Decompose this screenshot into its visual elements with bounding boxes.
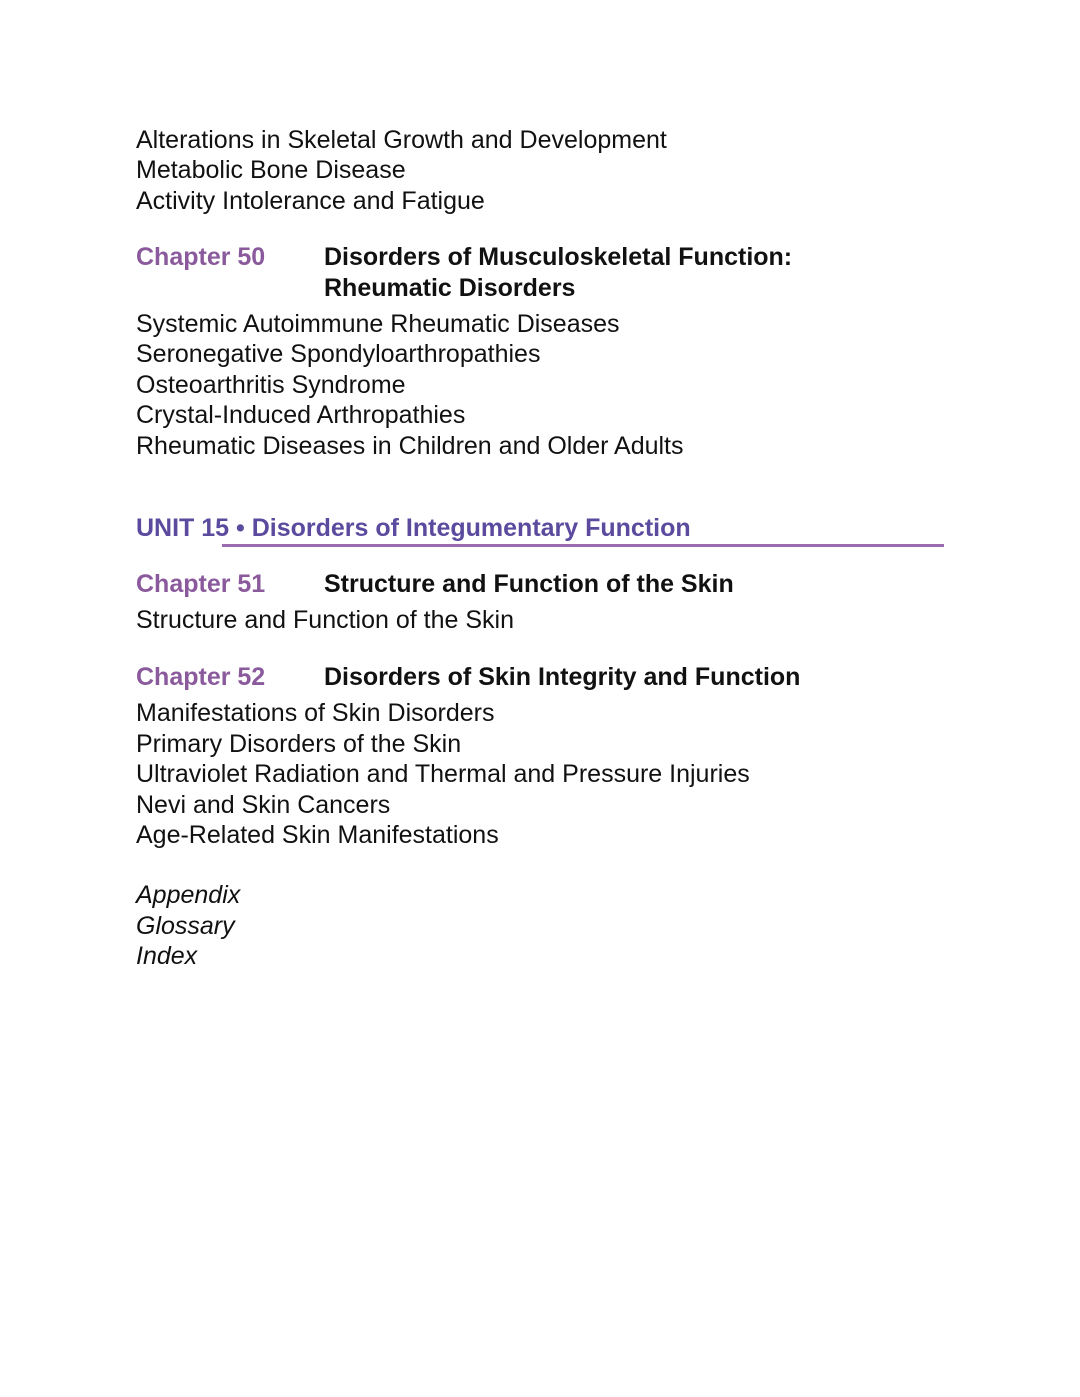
toc-entry[interactable]: Manifestations of Skin Disorders	[136, 699, 495, 728]
chapter-52-heading	[136, 662, 946, 692]
index-link[interactable]: Index	[136, 942, 198, 971]
chapter-51-topic-list	[136, 605, 946, 635]
toc-entry[interactable]: Activity Intolerance and Fatigue	[136, 186, 485, 215]
unit-15-heading	[136, 513, 946, 549]
toc-entry[interactable]: Ultraviolet Radiation and Thermal and Pressure Injuries	[136, 760, 750, 789]
toc-entry[interactable]: Seronegative Spondyloarthropathies	[136, 340, 541, 369]
chapter-title-line: Disorders of Musculoskeletal Function:	[324, 243, 793, 272]
toc-entry[interactable]: Osteoarthritis Syndrome	[136, 370, 406, 399]
table-of-contents	[136, 125, 946, 972]
toc-entry[interactable]: Systemic Autoimmune Rheumatic Diseases	[136, 310, 620, 339]
chapter-title[interactable]: Structure and Function of the Skin	[324, 570, 734, 599]
chapter-title[interactable]: Disorders of Skin Integrity and Function	[324, 662, 801, 691]
chapter-number: Chapter 52	[136, 662, 266, 691]
chapter-51-heading	[136, 569, 946, 599]
chapter-50-heading	[136, 242, 946, 303]
chapter-50-topic-list	[136, 309, 946, 461]
toc-entry[interactable]: Crystal-Induced Arthropathies	[136, 401, 466, 430]
toc-entry[interactable]: Age-Related Skin Manifestations	[136, 820, 499, 849]
toc-entry[interactable]: Rheumatic Diseases in Children and Older Adults	[136, 431, 684, 460]
back-matter-list	[136, 880, 946, 971]
chapter-title-line: Rheumatic Disorders	[324, 273, 576, 302]
toc-entry[interactable]: Primary Disorders of the Skin	[136, 729, 462, 758]
unit-underline-divider	[222, 544, 944, 547]
appendix-link[interactable]: Appendix	[136, 881, 241, 910]
unit-title[interactable]: UNIT 15 • Disorders of Integumentary Function	[136, 514, 691, 543]
intro-topic-list	[136, 125, 946, 216]
chapter-number: Chapter 51	[136, 570, 266, 599]
chapter-title[interactable]	[324, 242, 792, 303]
glossary-link[interactable]: Glossary	[136, 911, 235, 940]
toc-entry[interactable]: Nevi and Skin Cancers	[136, 790, 391, 819]
toc-entry[interactable]: Structure and Function of the Skin	[136, 606, 514, 635]
chapter-number: Chapter 50	[136, 243, 266, 272]
chapter-52-topic-list	[136, 698, 946, 850]
toc-entry[interactable]: Alterations in Skeletal Growth and Development	[136, 126, 667, 154]
toc-entry[interactable]: Metabolic Bone Disease	[136, 156, 406, 185]
